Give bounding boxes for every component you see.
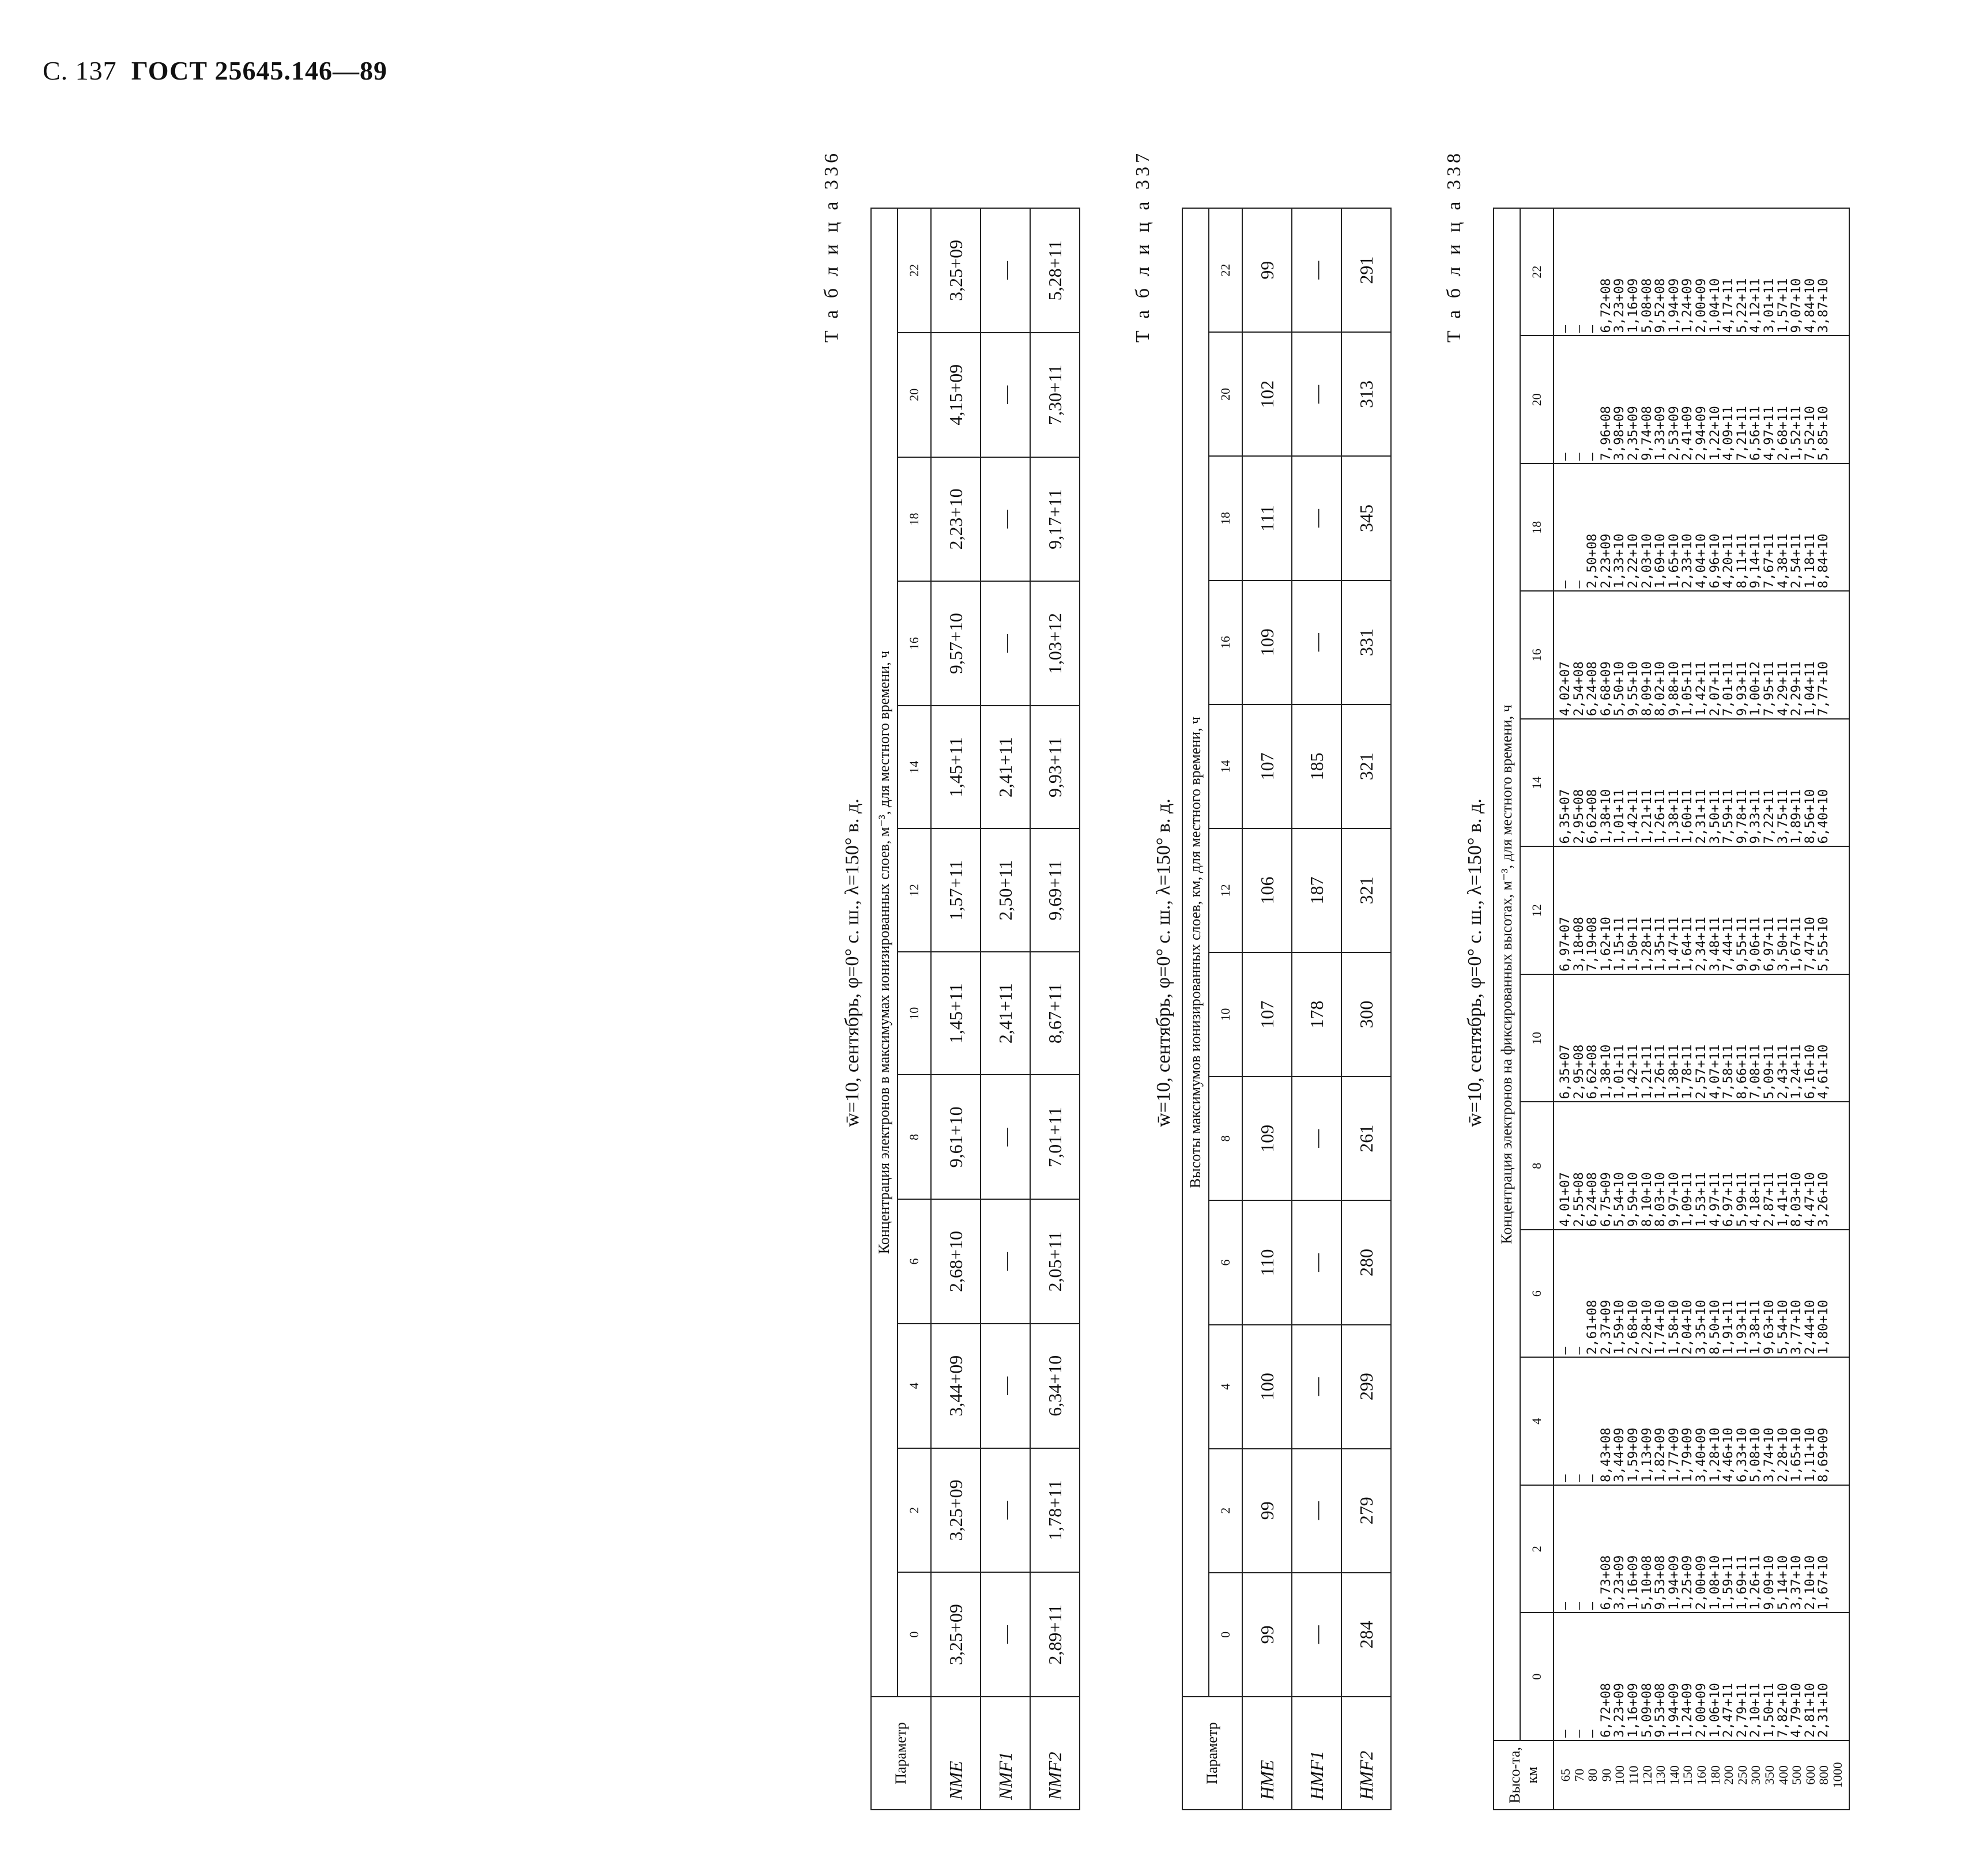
page-header: [43, 55, 387, 86]
table-row: [1341, 208, 1391, 1810]
table-cell: —: [1292, 1573, 1341, 1697]
table-cell: 100: [1242, 1325, 1292, 1449]
hour-header: 14: [1209, 705, 1242, 828]
table-cell: 1,03+12: [1030, 581, 1080, 706]
table-336: [870, 208, 1080, 1810]
table-cell: —: [981, 1572, 1030, 1697]
table-cell: —: [1292, 581, 1341, 705]
table-cell: 3,44+09: [931, 1324, 981, 1448]
table-cell: —: [1292, 208, 1341, 332]
value-column: 6,97+07 3,18+08 7,19+08 1,62+10 1,15+11 1,50+11 1,28+11 1,35+11 1,47+11 1,64+11 2,34+11 3,48+11 7,44+11 9,55+11 9,06+11 6,97+11 3,50+11 1,67+11 7,47+10 5,55+10: [1554, 847, 1849, 975]
hour-header: 20: [1520, 336, 1554, 464]
hour-header: 2: [1209, 1449, 1242, 1573]
group-header: Концентрация электронов в максимумах ионизированных слоев, м⁻³, для местного времени, ч: [871, 208, 898, 1697]
hour-header: 12: [898, 828, 931, 952]
value-column: — — — 7,96+08 3,98+09 2,35+09 9,74+08 1,33+09 2,53+09 2,41+09 2,94+09 1,22+10 4,09+11 7,21+11 6,56+11 4,97+11 2,68+11 1,52+11 7,52+10 5,85+10: [1554, 336, 1849, 464]
table-cell: 99: [1242, 1573, 1292, 1697]
table-cell: 313: [1341, 332, 1391, 456]
table-cell: 2,05+11: [1030, 1199, 1080, 1324]
hour-header: 6: [1520, 1230, 1554, 1358]
table-cell: 291: [1341, 208, 1391, 332]
table-cell: 102: [1242, 332, 1292, 456]
hour-header: 4: [898, 1324, 931, 1448]
value-column: — — — 6,72+08 3,23+09 1,16+09 5,09+08 9,53+08 1,94+09 1,24+09 2,00+09 1,06+10 2,47+11 2,79+11 2,10+11 1,50+11 7,82+10 4,79+10 2,81+10 2,31+10: [1554, 1613, 1849, 1741]
table-cell: 299: [1341, 1325, 1391, 1449]
table-338: [1493, 208, 1850, 1810]
hour-header: 22: [1209, 208, 1242, 332]
table-cell: 185: [1292, 705, 1341, 828]
hour-header: 18: [898, 457, 931, 582]
hour-header: 18: [1520, 464, 1554, 592]
table-cell: 2,23+10: [931, 457, 981, 582]
param-header: Параметр: [871, 1697, 931, 1810]
altitude-column: 65 70 80 90 100 110 120 130 140 150 160 180 200 250 300 350 400 500 600 800 1000: [1554, 1741, 1849, 1810]
table-cell: 106: [1242, 828, 1292, 952]
table-cell: 300: [1341, 952, 1391, 1076]
table-cell: 261: [1341, 1076, 1391, 1200]
table-cell: 345: [1341, 456, 1391, 580]
hour-header: 2: [898, 1448, 931, 1573]
table-cell: 284: [1341, 1573, 1391, 1697]
table-cell: 109: [1242, 1076, 1292, 1200]
table-cell: —: [981, 1448, 1030, 1573]
value-column: 4,02+07 2,54+08 6,24+08 6,68+09 5,50+10 9,55+10 8,09+10 8,02+10 9,88+10 1,05+11 1,42+11 2,07+11 7,01+11 9,93+11 1,00+12 7,95+11 4,29+11 2,29+11 1,04+11 7,77+10: [1554, 592, 1849, 719]
hour-header: 6: [898, 1199, 931, 1324]
table-338-title: Т а б л и ц а 338: [1443, 150, 1465, 343]
table-336-title: Т а б л и ц а 336: [821, 150, 842, 343]
table-cell: 280: [1341, 1200, 1391, 1324]
group-header: Высоты максимумов ионизированных слоев, км, для местного времени, ч: [1182, 208, 1209, 1697]
hour-header: 20: [898, 333, 931, 457]
table-cell: 2,50+11: [981, 828, 1030, 952]
table-cell: 99: [1242, 208, 1292, 332]
table-cell: 1,57+11: [931, 828, 981, 952]
table-cell: 321: [1341, 828, 1391, 952]
param-name: HMF1: [1292, 1697, 1341, 1810]
table-cell: —: [1292, 1325, 1341, 1449]
table-cell: 3,25+09: [931, 1448, 981, 1573]
table-cell: —: [1292, 1449, 1341, 1573]
table-cell: 110: [1242, 1200, 1292, 1324]
hour-header: 8: [898, 1075, 931, 1199]
table-cell: 187: [1292, 828, 1341, 952]
table-cell: 2,89+11: [1030, 1572, 1080, 1697]
table-cell: 99: [1242, 1449, 1292, 1573]
table-cell: 321: [1341, 705, 1391, 828]
table-cell: 9,93+11: [1030, 706, 1080, 829]
hour-header: 10: [1209, 952, 1242, 1076]
table-cell: 7,01+11: [1030, 1075, 1080, 1199]
table-cell: —: [981, 333, 1030, 457]
hour-header: 12: [1209, 828, 1242, 952]
param-name: HME: [1242, 1697, 1292, 1810]
hour-header: 22: [1520, 208, 1554, 336]
hour-header: 22: [898, 208, 931, 333]
table-cell: 2,68+10: [931, 1199, 981, 1324]
hour-header: 20: [1209, 332, 1242, 456]
table-cell: —: [981, 581, 1030, 706]
table-cell: 178: [1292, 952, 1341, 1076]
hour-header: 16: [1520, 592, 1554, 719]
hour-header: 0: [1209, 1573, 1242, 1697]
hour-header: 14: [898, 706, 931, 829]
value-column: — — 2,50+08 2,23+09 1,33+10 2,22+10 2,03+10 1,69+10 1,65+10 2,33+10 4,04+10 6,96+10 4,20+11 8,11+11 9,14+11 7,67+11 4,38+11 2,54+11 1,18+11 8,84+10: [1554, 464, 1849, 592]
table-cell: —: [1292, 1200, 1341, 1324]
table-337: [1182, 208, 1392, 1810]
table-row: [931, 208, 981, 1810]
hour-header: 18: [1209, 456, 1242, 580]
table-337-caption: w̄=10, сентябрь, φ=0° с. ш., λ=150° в. д.: [1153, 798, 1174, 1127]
hour-header: 0: [1520, 1613, 1554, 1741]
table-cell: 9,69+11: [1030, 828, 1080, 952]
param-name: NMF2: [1030, 1697, 1080, 1810]
value-column: — — — 8,43+08 3,44+09 1,59+09 1,13+09 1,82+09 1,77+09 1,79+09 3,40+09 1,28+10 4,46+10 6,33+10 5,08+10 3,74+10 2,28+10 1,65+10 1,11+10 8,69+09: [1554, 1358, 1849, 1486]
hour-header: 14: [1520, 719, 1554, 847]
table-cell: —: [1292, 1076, 1341, 1200]
table-cell: —: [981, 1199, 1030, 1324]
table-cell: —: [1292, 332, 1341, 456]
table-cell: 107: [1242, 952, 1292, 1076]
hour-header: 8: [1520, 1102, 1554, 1230]
rotated-tables: [819, 115, 1983, 1810]
table-row: [1242, 208, 1292, 1810]
hour-header: 0: [898, 1572, 931, 1697]
table-cell: 2,41+11: [981, 952, 1030, 1075]
table-cell: 279: [1341, 1449, 1391, 1573]
table-cell: 2,41+11: [981, 706, 1030, 829]
table-cell: 9,61+10: [931, 1075, 981, 1199]
param-name: HMF2: [1341, 1697, 1391, 1810]
table-337-title: Т а б л и ц а 337: [1132, 150, 1153, 343]
table-cell: 5,28+11: [1030, 208, 1080, 333]
table-cell: —: [981, 457, 1030, 582]
group-header: Концентрация электронов на фиксированных высотах, м⁻³, для местного времени, ч: [1494, 208, 1520, 1741]
table-cell: 111: [1242, 456, 1292, 580]
table-cell: 3,25+09: [931, 1572, 981, 1697]
table-cell: 4,15+09: [931, 333, 981, 457]
hour-header: 6: [1209, 1200, 1242, 1324]
table-336-caption: w̄=10, сентябрь, φ=0° с. ш., λ=150° в. д.: [842, 798, 863, 1127]
value-column: — — — 6,72+08 3,23+09 1,16+09 5,08+08 9,52+08 1,94+09 1,24+09 2,00+09 1,04+10 4,17+11 5,22+11 4,12+11 3,01+11 1,57+11 9,07+10 4,84+10 3,87+10: [1554, 208, 1849, 336]
table-cell: —: [981, 208, 1030, 333]
param-header: Параметр: [1182, 1697, 1242, 1810]
altitude-header: Высо-та, км: [1494, 1741, 1554, 1810]
hour-header: 16: [898, 581, 931, 706]
value-column: 4,01+07 2,55+08 6,24+08 6,75+09 5,54+10 9,59+10 8,10+10 8,03+10 9,97+10 1,09+11 1,53+11 4,97+11 6,97+11 5,99+11 4,18+11 2,87+11 1,41+11 8,03+10 4,47+10 3,26+10: [1554, 1102, 1849, 1230]
param-name: NMF1: [981, 1697, 1030, 1810]
table-cell: 8,67+11: [1030, 952, 1080, 1075]
table-cell: 1,45+11: [931, 706, 981, 829]
hour-header: 4: [1520, 1358, 1554, 1486]
value-column: — — 2,61+08 2,37+09 1,59+10 2,68+10 2,28+10 1,74+10 1,58+10 2,04+10 3,35+10 8,50+10 1,91+11 1,93+11 1,38+11 9,63+10 5,54+10 3,77+10 2,44+10 1,80+10: [1554, 1230, 1849, 1358]
table-cell: 9,17+11: [1030, 457, 1080, 582]
hour-header: 16: [1209, 581, 1242, 705]
value-column: 6,35+07 2,95+08 6,62+08 1,38+10 1,01+11 1,42+11 1,21+11 1,26+11 1,38+11 1,60+11 2,31+11 3,50+11 7,59+11 9,78+11 9,33+11 7,22+11 3,75+11 1,89+11 8,56+10 6,40+10: [1554, 719, 1849, 847]
table-cell: 6,34+10: [1030, 1324, 1080, 1448]
document-code: ГОСТ 25645.146—89: [131, 56, 388, 85]
hour-header: 4: [1209, 1325, 1242, 1449]
table-cell: 109: [1242, 581, 1292, 705]
table-cell: 1,78+11: [1030, 1448, 1080, 1573]
table-cell: —: [981, 1324, 1030, 1448]
table-cell: 107: [1242, 705, 1292, 828]
table-cell: 331: [1341, 581, 1391, 705]
table-338-caption: w̄=10, сентябрь, φ=0° с. ш., λ=150° в. д.: [1464, 798, 1486, 1127]
value-column: — — — 6,73+08 3,23+09 1,16+09 5,10+08 9,53+08 1,94+09 1,25+09 2,00+09 1,08+10 1,59+11 1,69+11 1,26+11 9,09+10 5,14+10 3,37+10 2,10+10 1,67+10: [1554, 1485, 1849, 1613]
table-cell: —: [981, 1075, 1030, 1199]
hour-header: 10: [1520, 974, 1554, 1102]
table-cell: 3,25+09: [931, 208, 981, 333]
table-row: [1292, 208, 1341, 1810]
page-number: С. 137: [43, 56, 117, 85]
hour-header: 12: [1520, 847, 1554, 975]
hour-header: 2: [1520, 1485, 1554, 1613]
param-name: NME: [931, 1697, 981, 1810]
hour-header: 10: [898, 952, 931, 1075]
table-row: [1030, 208, 1080, 1810]
value-column: 6,35+07 2,95+08 6,62+08 1,38+10 1,01+11 1,42+11 1,21+11 1,26+11 1,38+11 1,78+11 2,57+11 4,07+11 7,58+11 8,66+11 7,08+11 5,09+11 2,43+11 1,24+11 6,16+10 4,61+10: [1554, 974, 1849, 1102]
table-cell: 7,30+11: [1030, 333, 1080, 457]
hour-header: 8: [1209, 1076, 1242, 1200]
table-cell: 9,57+10: [931, 581, 981, 706]
table-row: [981, 208, 1030, 1810]
table-cell: —: [1292, 456, 1341, 580]
table-cell: 1,45+11: [931, 952, 981, 1075]
